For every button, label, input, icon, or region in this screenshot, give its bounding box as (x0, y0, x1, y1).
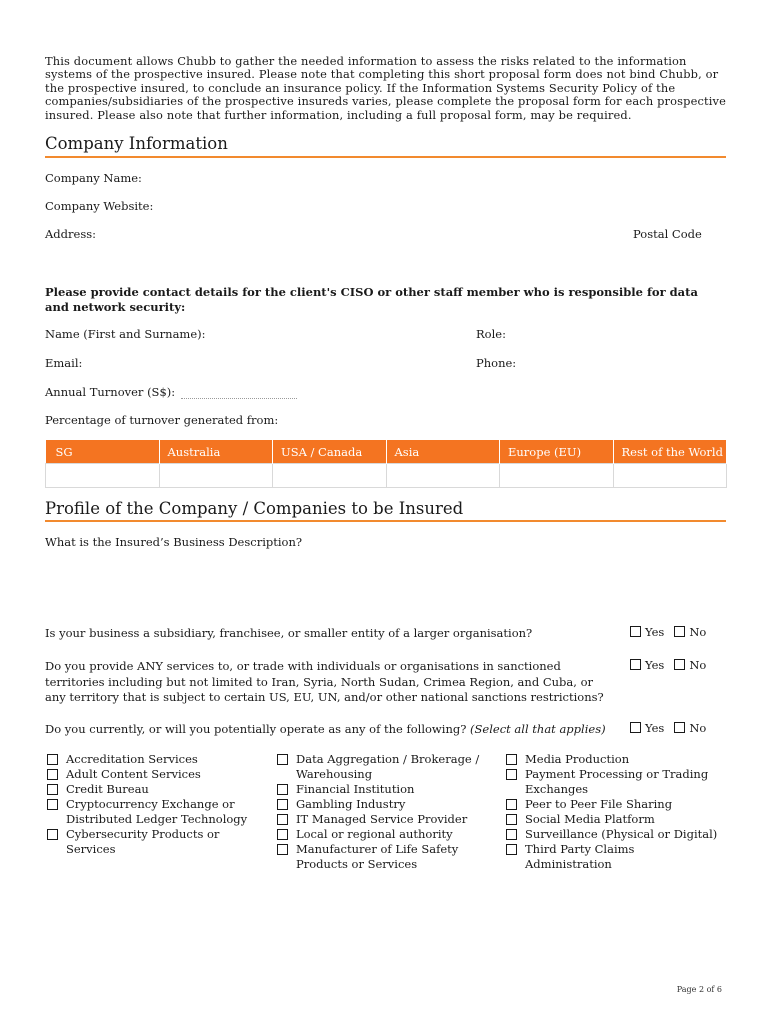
turnover-europe-input[interactable] (500, 464, 614, 488)
option-item[interactable] (277, 752, 497, 782)
option-checkbox[interactable] (277, 844, 288, 855)
q-operations-yes-checkbox[interactable] (630, 722, 641, 733)
q-operations-text: Do you currently, or will you potentially operate as any of the following? (45, 722, 467, 736)
business-description-label: What is the Insured’s Business Description? (45, 535, 303, 549)
option-item[interactable] (47, 752, 262, 767)
option-label: Social Media Platform (525, 812, 655, 826)
option-checkbox[interactable] (277, 784, 288, 795)
option-label: IT Managed Service Provider (296, 812, 468, 826)
option-label: Peer to Peer File Sharing (525, 797, 673, 811)
option-item[interactable] (506, 752, 736, 767)
turnover-col-australia: Australia (159, 440, 273, 464)
company-name-label: Company Name: (45, 171, 142, 185)
section-rule (45, 520, 726, 522)
turnover-col-sg: SG (46, 440, 160, 464)
q-subsidiary: Is your business a subsidiary, franchisee, or smaller entity of a larger organisation? (45, 626, 533, 640)
option-item[interactable] (277, 782, 497, 797)
option-label: Third Party Claims Administration (525, 842, 635, 871)
option-item[interactable] (506, 767, 736, 797)
q-subsidiary-options (630, 625, 725, 639)
q-sanctions: Do you provide ANY services to, or trade with individuals or organisations in sanctioned territories including but not limited to Iran, Syria, North Sudan, Crimea Region, and Cuba, or any territory that is subject to certain US, EU, UN, and/or other national sanctions restrictions? (45, 659, 604, 704)
option-label: Cybersecurity Products or Services (66, 827, 220, 856)
q-operations-note: (Select all that applies) (470, 722, 606, 736)
q-operations-options (630, 721, 725, 735)
turnover-col-asia: Asia (386, 440, 500, 464)
option-item[interactable] (277, 797, 497, 812)
option-label: Credit Bureau (66, 782, 149, 796)
option-label: Cryptocurrency Exchange or Distributed Ledger Technology (66, 797, 248, 826)
annual-turnover-field[interactable] (181, 388, 297, 399)
company-website-label: Company Website: (45, 199, 154, 213)
turnover-asia-input[interactable] (386, 464, 500, 488)
option-label: Gambling Industry (296, 797, 406, 811)
contact-role-label: Role: (476, 327, 506, 341)
contact-heading: Please provide contact details for the client's CISO or other staff member who is responsible for data and network security: (45, 285, 698, 314)
option-checkbox[interactable] (47, 799, 58, 810)
contact-phone-label: Phone: (476, 356, 517, 370)
option-checkbox[interactable] (506, 754, 517, 765)
turnover-rest-input[interactable] (613, 464, 727, 488)
postal-code-label: Postal Code (633, 227, 702, 241)
section-rule (45, 156, 726, 158)
option-item[interactable] (47, 767, 262, 782)
turnover-australia-input[interactable] (159, 464, 273, 488)
option-label: Financial Institution (296, 782, 415, 796)
q-subsidiary-no-checkbox[interactable] (674, 626, 685, 637)
yes-label: Yes (645, 625, 665, 639)
option-checkbox[interactable] (277, 754, 288, 765)
contact-name-label: Name (First and Surname): (45, 327, 206, 341)
q-operations-no-checkbox[interactable] (674, 722, 685, 733)
option-item[interactable] (506, 797, 736, 812)
q-sanctions-options (630, 658, 725, 672)
option-item[interactable] (47, 827, 262, 857)
option-label: Local or regional authority (296, 827, 453, 841)
options-column-2 (277, 752, 497, 872)
option-item[interactable] (506, 842, 736, 872)
turnover-input-row (46, 464, 727, 488)
option-label: Adult Content Services (66, 767, 201, 781)
option-item[interactable] (506, 812, 736, 827)
option-item[interactable] (277, 812, 497, 827)
turnover-percentage-label: Percentage of turnover generated from: (45, 413, 279, 427)
annual-turnover-row (45, 385, 297, 399)
option-checkbox[interactable] (506, 799, 517, 810)
option-checkbox[interactable] (47, 754, 58, 765)
option-label: Payment Processing or Trading Exchanges (525, 767, 709, 796)
option-item[interactable] (277, 827, 497, 842)
option-label: Data Aggregation / Brokerage / Warehousing (296, 752, 480, 781)
no-label: No (689, 658, 707, 672)
turnover-col-europe: Europe (EU) (500, 440, 614, 464)
turnover-table (45, 440, 727, 488)
option-checkbox[interactable] (506, 769, 517, 780)
option-checkbox[interactable] (277, 799, 288, 810)
option-item[interactable] (277, 842, 497, 872)
yes-label: Yes (645, 658, 665, 672)
option-checkbox[interactable] (506, 844, 517, 855)
option-checkbox[interactable] (277, 829, 288, 840)
options-column-3 (506, 752, 736, 872)
option-item[interactable] (47, 797, 262, 827)
page-number: Page 2 of 6 (676, 985, 722, 994)
address-label: Address: (45, 227, 97, 241)
turnover-col-usa-canada: USA / Canada (273, 440, 387, 464)
turnover-header-row (46, 440, 727, 464)
q-sanctions-yes-checkbox[interactable] (630, 659, 641, 670)
option-checkbox[interactable] (506, 829, 517, 840)
annual-turnover-label: Annual Turnover (S$): (45, 385, 176, 399)
intro-paragraph: This document allows Chubb to gather the needed information to assess the risks related to the information systems of the prospective insured. Please note that completing this short proposal form does not bind Chubb, or the prospective insured, to conclude an insurance policy. If the Information Systems Security Policy of the companies/subsidiaries of the prospective insureds varies, please complete the proposal form for each prospective insured. Please also note that further information, including a full proposal form, may be required. (45, 54, 726, 122)
option-checkbox[interactable] (47, 784, 58, 795)
q-subsidiary-yes-checkbox[interactable] (630, 626, 641, 637)
q-operations (45, 722, 620, 736)
option-checkbox[interactable] (47, 769, 58, 780)
option-label: Surveillance (Physical or Digital) (525, 827, 718, 841)
option-item[interactable] (47, 782, 262, 797)
option-label: Media Production (525, 752, 630, 766)
profile-title: Profile of the Company / Companies to be Insured (45, 499, 464, 518)
turnover-col-rest: Rest of the World (613, 440, 727, 464)
no-label: No (689, 721, 707, 735)
yes-label: Yes (645, 721, 665, 735)
turnover-usa-canada-input[interactable] (273, 464, 387, 488)
option-checkbox[interactable] (277, 814, 288, 825)
contact-email-label: Email: (45, 356, 83, 370)
option-label: Manufacturer of Life Safety Products or Services (296, 842, 459, 871)
company-info-title: Company Information (45, 134, 228, 153)
q-sanctions-no-checkbox[interactable] (674, 659, 685, 670)
option-item[interactable] (506, 827, 736, 842)
option-label: Accreditation Services (66, 752, 198, 766)
turnover-sg-input[interactable] (46, 464, 160, 488)
no-label: No (689, 625, 707, 639)
option-checkbox[interactable] (47, 829, 58, 840)
options-column-1 (47, 752, 262, 857)
option-checkbox[interactable] (506, 814, 517, 825)
